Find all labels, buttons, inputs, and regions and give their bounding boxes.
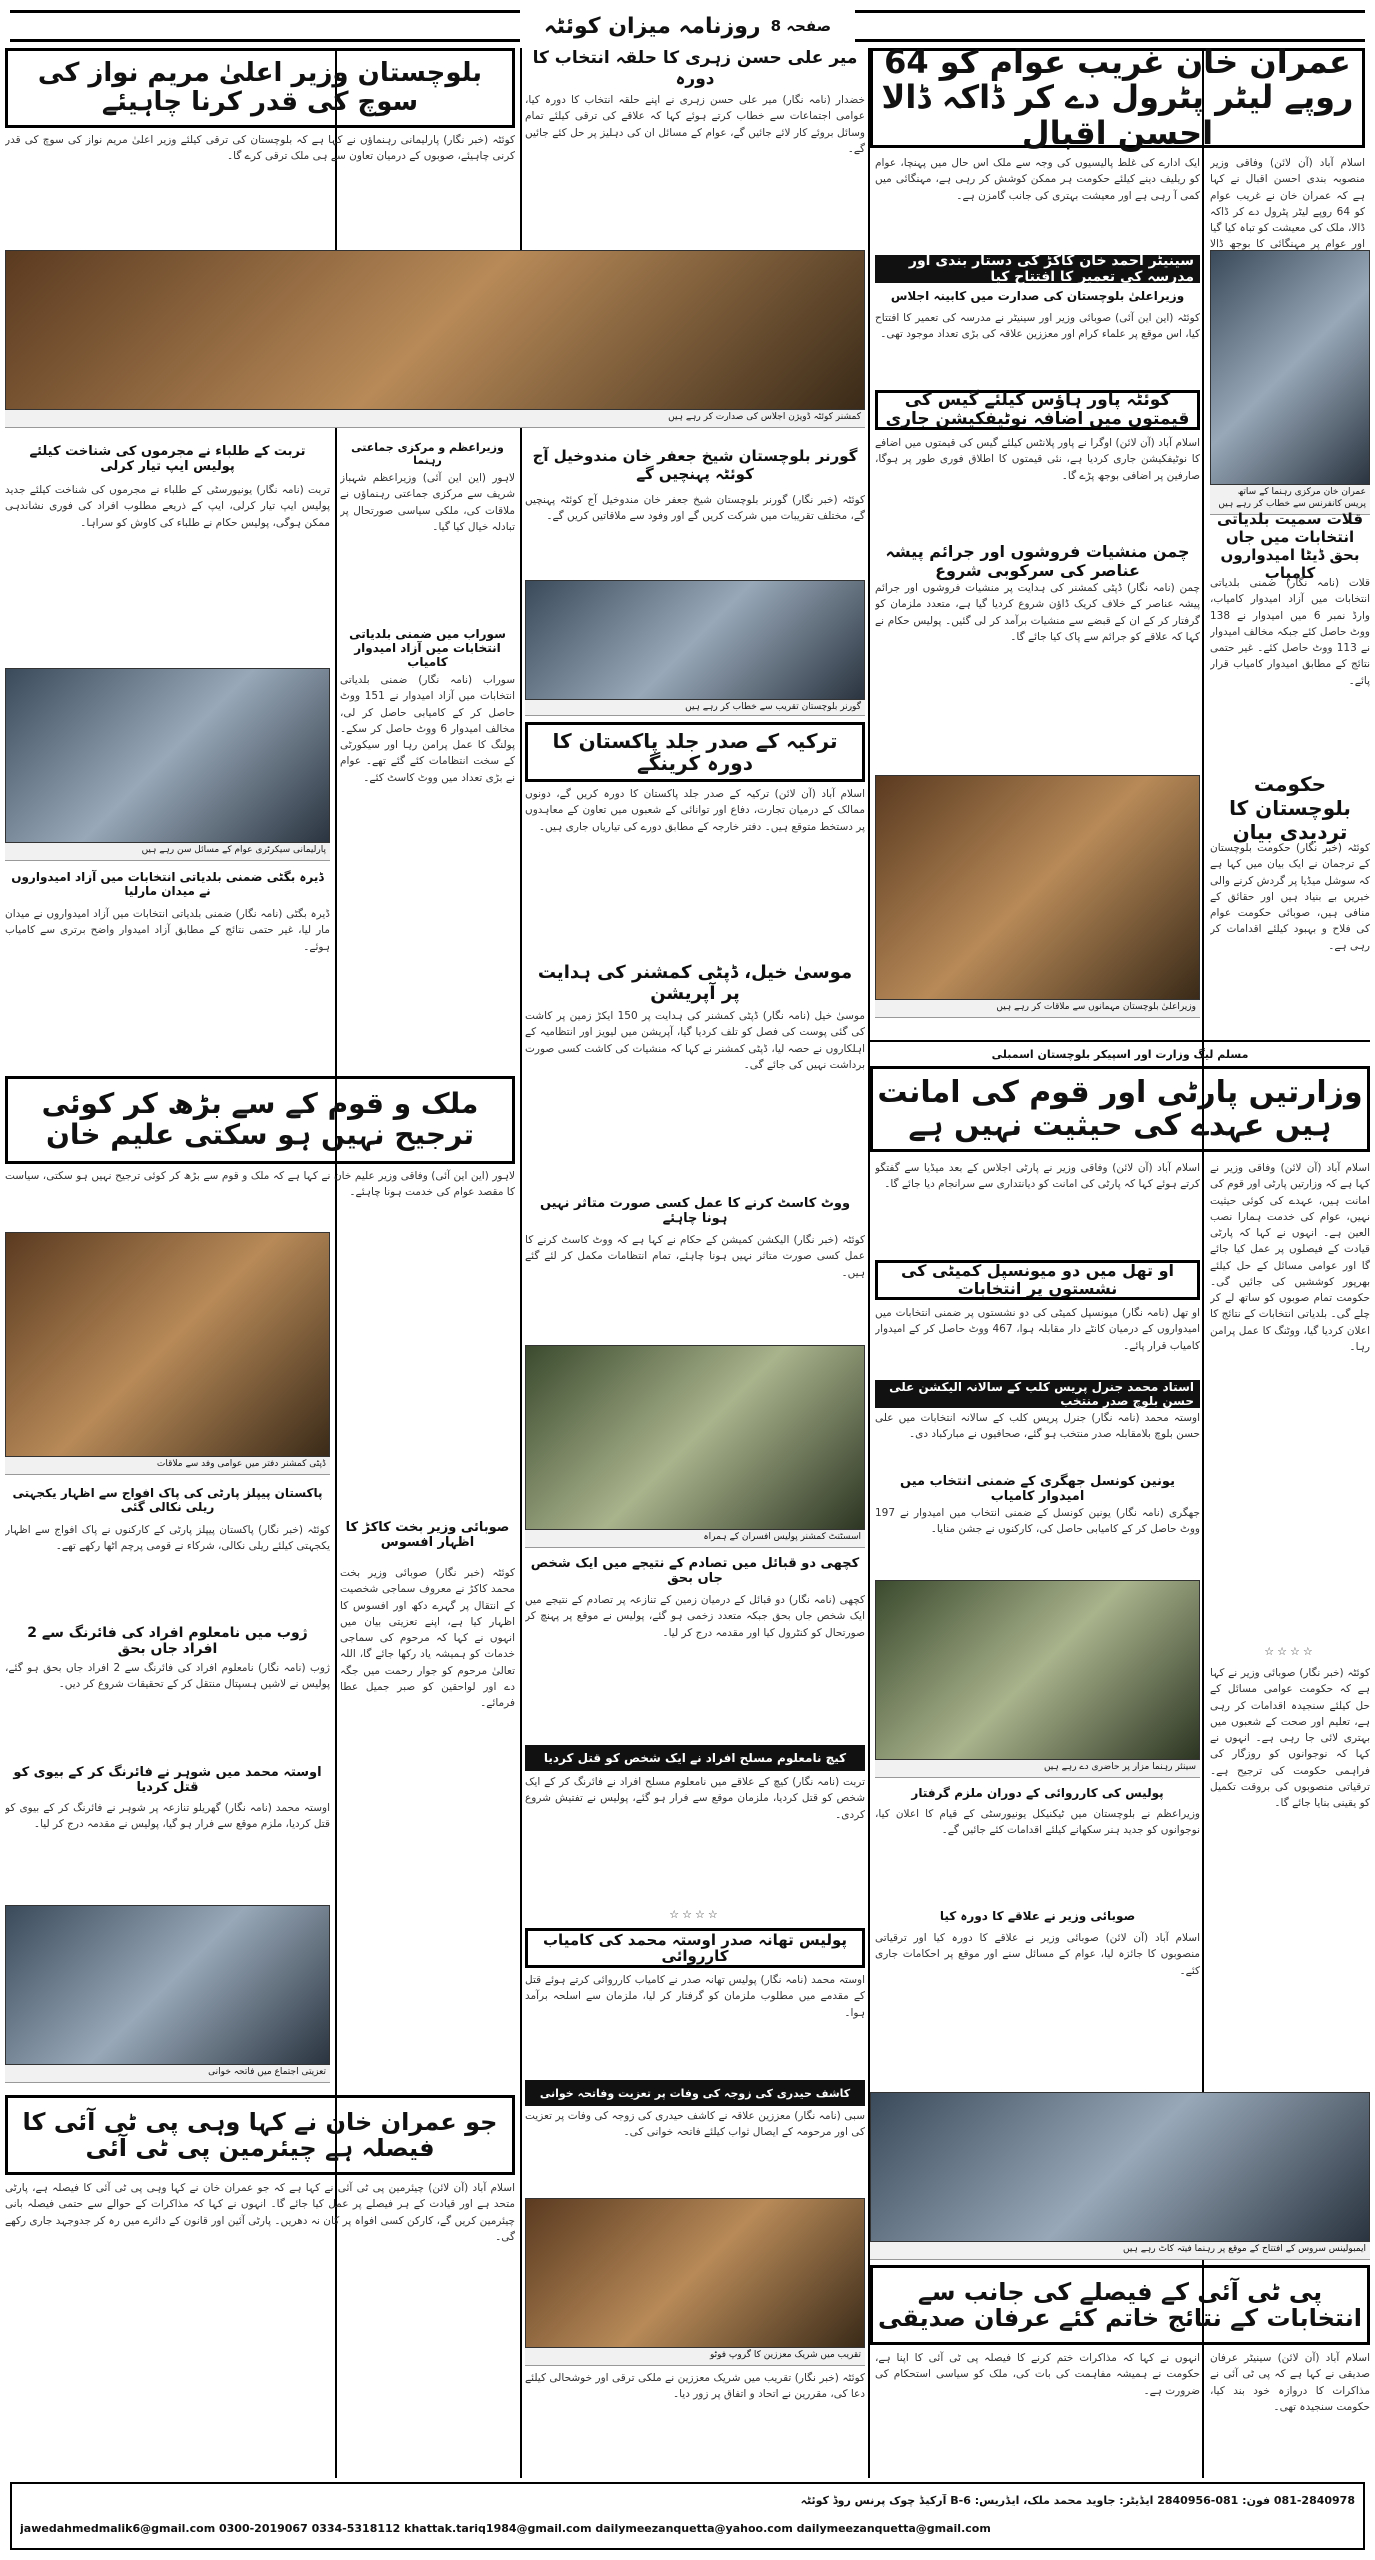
separator-stars: ☆☆☆☆ [1264, 1645, 1316, 1658]
article-body: اسلام آباد (آن لائن) اوگرا نے پاور پلانٹس کیلئے گیس کی قیمتوں میں اضافے کا نوٹیفکیشن جاری کردیا ہے، نئی قیمتوں کا اطلاق فوری طور پر ہوگا، صارفین پر اضافی بوجھ پڑے گا۔ [875, 437, 1200, 482]
headline-aleem-khan [5, 1076, 515, 1164]
headline-kech-murder [525, 1745, 865, 1771]
photo-governor-speech [525, 580, 865, 700]
article-body: انہوں نے کہا کہ مذاکرات ختم کرنے کا فیصلہ پی ٹی آئی کا اپنا ہے، حکومت نے ہمیشہ مفاہمت کی بات کی، ملک کو سیاسی استحکام کی ضرورت ہے۔ [875, 2352, 1200, 2397]
footer-contact-line: 081-2840978 فون: 081-2840956 ایڈیٹر: جاوید محمد ملک، ایڈریس: B-6 آرکیڈ چوک پرنس روڈ کوئٹہ [800, 2494, 1355, 2507]
headline-zhob-firing [5, 1625, 330, 1657]
article-body: اسلام آباد (آن لائن) چیئرمین پی ٹی آئی نے کہا ہے کہ جو عمران خان نے کہا وہی پی ٹی آئی کا فیصلہ ہے، پارٹی متحد ہے اور قیادت کے ہر فیصلے پر عمل کیا جائے گا۔ انہوں نے کہا کہ مذاکرات کے حوالے سے حتمی فیصلہ بانی چیئرمین کریں گے، کارکن کسی افواہ پر کان نہ دھریں۔ پارٹی آئین اور قانون کے دائرے میں رہ کر جدوجہد جاری رکھے گی۔ [5, 2182, 515, 2243]
headline-govt-rebuttal [1210, 771, 1370, 844]
photo-condolence-gathering [5, 1905, 330, 2065]
headline-text: ژوب میں نامعلوم افراد کی فائرنگ سے 2 افراد جاں بحق [27, 1625, 308, 1657]
masthead [520, 10, 855, 42]
headline-text: سینیٹر احمد خان کاکڑ کی دستار بندی اور مدرسہ کی تعمیر کا افتتاح کیا [908, 253, 1194, 285]
subhead-qalat-elections [1210, 510, 1370, 582]
headline-text: پاکستان پیپلز پارٹی کی پاک افواج سے اظہار یکجہتی ریلی نکالی گئی [12, 1486, 323, 1514]
headline-condolence [525, 2080, 865, 2106]
photo-caption: اسسٹنٹ کمشنر پولیس افسران کے ہمراہ [525, 1530, 865, 1548]
headline-text: کچھی دو قبائل میں تصادم کے نتیجے میں ایک شخص جاں بحق [530, 1556, 860, 1586]
headline-text: چمن منشیات فروشوں اور جرائم پیشہ عناصر کی سرکوبی شروع [885, 542, 1190, 580]
headline-pti-irfan-siddiqui [870, 2265, 1370, 2345]
article-body: اوستہ محمد (نامہ نگار) گھریلو تنازعہ پر شوہر نے فائرنگ کر کے بیوی کو قتل کردیا، ملزم موقع سے فرار ہو گیا، پولیس نے مقدمہ درج کر لیا۔ [5, 1802, 330, 1831]
photo-office-meeting [5, 1232, 330, 1457]
article-body: لاہور (این این آئی) وفاقی وزیر علیم خان نے کہا ہے کہ ملک و قوم سے بڑھ کر کوئی ترجیح نہیں ہو سکتی، سیاست کا مقصد عوام کی خدمت ہونا چاہئے۔ [5, 1170, 515, 1199]
headline-text: او تھل میں دو میونسپل کمیٹی کی نشستوں پر انتخابات [900, 1261, 1175, 1298]
headline-turbat-students [5, 440, 330, 478]
photo-wheelchair-distribution [5, 668, 330, 843]
article-body: اسلام آباد (آن لائن) سینیٹر عرفان صدیقی نے کہا ہے کہ پی ٹی آئی نے مذاکرات کا دروازہ خود بند کیا، حکومت سنجیدہ تھی۔ [1210, 2352, 1370, 2413]
subhead-text: وزیراعلیٰ بلوچستان کی صدارت میں کابینہ اجلاس [890, 289, 1185, 303]
article-body: قلات (نامہ نگار) ضمنی بلدیاتی انتخابات میں آزاد امیدوار کامیاب، وارڈ نمبر 6 میں امیدوار نے 138 ووٹ حاصل کئے جبکہ مخالف امیدوار نے 113 ووٹ حاصل کئے۔ غیر حتمی نتائج کے مطابق امیدوار کامیاب قرار پائے۔ [1210, 577, 1370, 687]
article-body: وزیراعظم نے بلوچستان میں ٹیکنیکل یونیورسٹی کے قیام کا اعلان کیا، نوجوانوں کو جدید ہنر سکھانے کیلئے اقدامات کئے جائیں گے۔ [875, 1808, 1200, 1837]
article-body: اسلام آباد (آن لائن) ترکیہ کے صدر جلد پاکستان کا دورہ کریں گے، دونوں ممالک کے درمیان تجارت، دفاع اور توانائی کے شعبوں میں تعاون کے معاہدوں پر دستخط متوقع ہیں۔ دفتر خارجہ کے مطابق دورے کی تیاریاں جاری ہیں۔ [525, 788, 865, 833]
headline-text: یونین کونسل جھگری کے ضمنی انتخاب میں امیدوار کامیاب [900, 1474, 1175, 1504]
footer-email-line: jawedahmedmalik6@gmail.com 0300-2019067 0334-5318112 khattak.tariq1984@gmail.com dailymeezanquetta@yahoo.com dailymeezanquetta@gmail.com [20, 2522, 991, 2535]
article-body: کوئٹہ (خبر نگار) حکومت بلوچستان کے ترجمان نے ایک بیان میں کہا ہے کہ سوشل میڈیا پر گردش کرنے والی خبریں بے بنیاد ہیں اور حقائق کے منافی ہیں، صوبائی حکومت عوام کی فلاح و بہبود کیلئے اقدامات کر رہی ہے۔ [1210, 842, 1370, 952]
photo-caption: وزیراعلیٰ بلوچستان مہمانوں سے ملاقات کر رہے ہیں [875, 1000, 1200, 1018]
photo-caption: پارلیمانی سیکرٹری عوام کے مسائل سن رہے ہیں [5, 843, 330, 861]
headline-text: ملک و قوم کے سے بڑھ کر کوئی ترجیح نہیں ہو سکتی علیم خان [41, 1087, 479, 1151]
headline-text: پولیس تھانہ صدر اوستہ محمد کی کامیاب کارروائی [542, 1930, 848, 1965]
subhead-text: صوبائی وزیر نے علاقے کا دورہ کیا [939, 1909, 1136, 1923]
headline-text: استاد محمد جنرل پریس کلب کے سالانہ الیکشن علی حسن بلوچ صدر منتخب [889, 1380, 1194, 1408]
article-body: خضدار (نامہ نگار) میر علی حسن زہری نے اپنے حلقہ انتخاب کا دورہ کیا، عوامی اجتماعات سے خطاب کرتے ہوئے کہا کہ علاقے کی ترقی کیلئے تمام وسائل بروئے کار لائے جائیں گے، عوام کے مسائل ان کی دہلیز پر حل کئے جائیں گے۔ [525, 94, 865, 155]
photo-caption: ایمبولینس سروس کے افتتاح کے موقع پر رہنما فیتہ کاٹ رہے ہیں [870, 2242, 1370, 2260]
article-body: اسلام آباد (آن لائن) وفاقی وزیر نے پارٹی اجلاس کے بعد میڈیا سے گفتگو کرتے ہوئے کہا کہ پارٹی کی امانت کو دیانتداری سے سرانجام دیا جائے گا۔ [875, 1162, 1200, 1191]
subhead-text: وزیراعظم و مرکزی جماعتی رہنما [351, 441, 504, 467]
subhead-cabinet [875, 285, 1200, 307]
article-body: ڈیرہ بگٹی (نامہ نگار) ضمنی بلدیاتی انتخابات میں آزاد امیدواروں نے میدان مار لیا، غیر حتمی نتائج کے مطابق آزاد امیدوار واضح برتری سے کامیاب ہوئے۔ [5, 908, 330, 953]
photo-caption: تقریب میں شریک معززین کا گروپ فوٹو [525, 2348, 865, 2366]
headline-musakhel-operation [525, 960, 865, 1005]
separator-stars: ☆☆☆☆ [669, 1908, 721, 1921]
article-body: ژوب (نامہ نگار) نامعلوم افراد کی فائرنگ سے 2 افراد جاں بحق ہو گئے، پولیس نے لاشیں ہسپتال منتقل کر کے تحقیقات شروع کر دیں۔ [5, 1662, 330, 1691]
banner-rule [870, 1040, 1370, 1042]
headline-othal-elections [875, 1260, 1200, 1300]
subhead-minister-visit [875, 1905, 1200, 1927]
article-body: تربت (نامہ نگار) کیچ کے علاقے میں نامعلوم مسلح افراد نے فائرنگ کر کے ایک شخص کو قتل کردیا، ملزمان موقع سے فرار ہو گئے، پولیس نے تفتیش شروع کردی۔ [525, 1776, 865, 1821]
headline-text: میر علی حسن زہری کا حلقہ انتخاب کا دورہ [532, 48, 858, 89]
article-body: سوراب (نامہ نگار) ضمنی بلدیاتی انتخابات میں آزاد امیدوار نے 151 ووٹ حاصل کر کے کامیابی حاصل کر لی، مخالف امیدوار 6 ووٹ حاصل کر سکے۔ پولنگ کا عمل پرامن رہا اور سیکورٹی کے سخت انتظامات کئے گئے تھے۔ عوام نے بڑی تعداد میں ووٹ کاسٹ کئے۔ [340, 674, 515, 784]
subhead-ministry [870, 1044, 1370, 1064]
headline-vote-casting [525, 1192, 865, 1230]
article-body: جھگری (نامہ نگار) یونین کونسل کے ضمنی انتخاب میں امیدوار نے 197 ووٹ حاصل کر کے کامیابی حاصل کی، کارکنوں نے جشن منایا۔ [875, 1507, 1200, 1536]
headline-surab-elections [340, 625, 515, 670]
subhead-text: مسلم لیگ وزارت اور اسپیکر بلوچستان اسمبلی [991, 1047, 1249, 1061]
headline-text: بلوچستان وزیر اعلیٰ مریم نواز کی سوچ کی قدر کرنا چاہیئے [37, 58, 483, 117]
headline-bakht-kakar [340, 1510, 515, 1560]
photo-caption: سینئر رہنما مزار پر حاضری دے رہے ہیں [875, 1760, 1200, 1778]
headline-press-club [875, 1380, 1200, 1408]
article-body: کوئٹہ (خبر نگار) صوبائی وزیر نے کہا ہے کہ حکومت عوامی مسائل کے حل کیلئے سنجیدہ اقدامات کر رہی ہے، تعلیم اور صحت کے شعبوں میں بہتری لائی جا رہی ہے۔ انہوں نے کہا کہ نوجوانوں کو روزگار کی فراہمی حکومت کی ترجیح ہے۔ ترقیاتی منصوبوں کی بروقت تکمیل کو یقینی بنایا جائے گا۔ [1210, 1667, 1370, 1810]
headline-text: حکومت بلوچستان کا تردیدی بیان [1229, 771, 1351, 844]
photo-commissioner-meeting [5, 250, 865, 410]
headline-text: ڈیرہ بگٹی ضمنی بلدیاتی انتخابات میں آزاد امیدواروں نے میدان مارلیا [11, 870, 324, 898]
headline-text: اوستہ محمد میں شوہر نے فائرنگ کر کے بیوی کو قتل کردیا [13, 1765, 322, 1795]
headline-text: ووٹ کاسٹ کرنے کا عمل کسی صورت متاثر نہیں ہونا چاہئے [539, 1196, 851, 1226]
subhead-police [875, 1782, 1200, 1804]
photo-caption: کمشنر کوئٹہ ڈویژن اجلاس کی صدارت کر رہے ہیں [5, 410, 865, 428]
masthead-title: روزنامہ میزان کوئٹہ [543, 13, 761, 39]
photo-caption: تعزیتی اجتماع میں فاتحہ خوانی [5, 2065, 330, 2083]
article-body: کوئٹہ (خبر نگار) صوبائی وزیر بخت محمد کاکڑ نے معروف سماجی شخصیت کے انتقال پر گہرے دکھ اور افسوس کا اظہار کیا ہے، اپنے تعزیتی بیان میں انہوں نے کہا کہ مرحوم کی سماجی خدمات کو ہمیشہ یاد رکھا جائے گا، اللہ تعالیٰ مرحوم کو جوار رحمت میں جگہ دے اور لواحقین کو صبر جمیل عطا فرمائے۔ [340, 1567, 515, 1710]
headline-text: سوراب میں ضمنی بلدیاتی انتخابات میں آزاد امیدوار کامیاب [349, 626, 506, 669]
headline-turkey-president [525, 722, 865, 782]
article-body: اوستہ محمد (نامہ نگار) جنرل پریس کلب کے سالانہ انتخابات میں علی حسن بلوچ بلامقابلہ صدر منتخب ہو گئے، صحافیوں نے مبارکباد دی۔ [875, 1412, 1200, 1441]
photo-meeting-room [875, 775, 1200, 1000]
article-body: کوئٹہ (خبر نگار) گورنر بلوچستان شیخ جعفر خان مندوخیل آج کوئٹہ پہنچیں گے، مختلف تقریبات میں شرکت کریں گے اور وفود سے ملاقاتیں کریں گے۔ [525, 494, 865, 523]
headline-governor-arrival [525, 440, 865, 490]
subhead-pm-leaders [340, 440, 515, 468]
article-body: اوستہ محمد (نامہ نگار) پولیس تھانہ صدر نے کامیاب کارروائی کرتے ہوئے قتل کے مقدمے میں مطلوب ملزمان کو گرفتار کر لیا، ملزمان سے اسلحہ برآمد ہوا۔ [525, 1974, 865, 2019]
headline-ministries-trust [870, 1066, 1370, 1152]
headline-ali-hasan-zehri [525, 48, 865, 88]
photo-caption: گورنر بلوچستان تقریب سے خطاب کر رہے ہیں [525, 700, 865, 716]
headline-text: کاشف حیدری کی زوجہ کی وفات پر تعزیت وفاتحہ خوانی [539, 2086, 851, 2100]
headline-ustamuhammad [5, 1762, 330, 1798]
photo-press-conference [1210, 250, 1370, 485]
headline-text: ترکیہ کے صدر جلد پاکستان کا دورہ کرینگے [552, 729, 838, 775]
headline-imran-khan-petrol [870, 43, 1365, 152]
photo-group [525, 2198, 865, 2348]
headline-text: وزارتیں پارٹی اور قوم کی امانت ہیں عہدے کی حیثیت نہیں ہے [877, 1075, 1363, 1143]
article-body: اسلام آباد (آن لائن) وفاقی وزیر منصوبہ بندی احسن اقبال نے کہا ہے کہ عمران خان نے غریب عوام کو 64 روپے لیٹر پٹرول دے کر ڈاکہ ڈالا، ملک کی معیشت کو تباہ کیا گیا اور عوام پر مہنگائی کا بوجھ ڈالا [1210, 157, 1365, 251]
headline-text: جو عمران خان نے کہا وہی پی ٹی آئی کا فیصلہ ہے چیئرمین پی ٹی آئی [22, 2107, 498, 2162]
headline-pti-chairman [5, 2095, 515, 2175]
photo-shrine-visit [875, 1580, 1200, 1760]
photo-police-officers [525, 1345, 865, 1530]
photo-caption: عمران خان مرکزی رہنما کے ساتھ پریس کانفرنس سے خطاب کر رہے ہیں [1210, 485, 1370, 515]
headline-text: موسیٰ خیل، ڈپٹی کمشنر کی ہدایت پر آپریشن [537, 961, 853, 1004]
article-body: کوئٹہ (این این آئی) صوبائی وزیر اور سینیٹر نے مدرسہ کی تعمیر کا افتتاح کیا، اس موقع پر علماء کرام اور معززین علاقہ کی بڑی تعداد موجود تھی۔ [875, 312, 1200, 341]
headline-text: کیچ نامعلوم مسلح افراد نے ایک شخص کو قتل کردیا [543, 1751, 847, 1765]
article-body: ایک ادارے کی غلط پالیسیوں کی وجہ سے ملک اس حال میں پہنچا، عوام کو ریلیف دینے کیلئے حکومت ہر ممکن کوشش کر رہی ہے، مہنگائی میں کمی آ رہی ہے اور معیشت بہتری کی جانب گامزن ہے۔ [875, 157, 1200, 202]
subhead-text: پولیس کی کارروائی کے دوران ملزم گرفتار [911, 1786, 1164, 1800]
article-body: تربت (نامہ نگار) یونیورسٹی کے طلباء نے مجرموں کی شناخت کیلئے جدید پولیس ایپ تیار کرلی، ایپ کے ذریعے مطلوب افراد کی فوری نشاندہی ممکن ہوگی، پولیس حکام نے طلباء کی کاوش کو سراہا۔ [5, 484, 330, 529]
headline-dera-bugti [5, 865, 330, 903]
masthead-page: صفحہ 8 [770, 17, 832, 35]
headline-jhagri [875, 1475, 1200, 1503]
article-body: کوئٹہ (خبر نگار) پارلیمانی رہنماؤں نے کہا ہے کہ بلوچستان کی ترقی کیلئے وزیر اعلیٰ مریم نواز کی سوچ کی قدر کرنی چاہیئے، صوبوں کے درمیان تعاون سے ہی ملک ترقی کرے گا۔ [5, 134, 515, 163]
headline-text: کوئٹہ پاور ہاؤس کیلئے گیس کی قیمتوں میں اضافہ نوٹیفکیشن جاری [885, 390, 1190, 429]
article-body: موسیٰ خیل (نامہ نگار) ڈپٹی کمشنر کی ہدایت پر 150 ایکڑ زمین پر کاشت کی گئی پوست کی فصل کو تلف کردیا گیا، آپریشن میں لیویز اور انتظامیہ کے اہلکاروں نے حصہ لیا، ڈپٹی کمشنر نے کہا کہ منشیات کی کاشت کسی صورت برداشت نہیں کی جائے گی۔ [525, 1010, 865, 1071]
headline-text: گورنر بلوچستان شیخ جعفر خان مندوخیل آج کوئٹہ پہنچیں گے [532, 447, 858, 483]
headline-text: پی ٹی آئی کے فیصلے کی جانب سے انتخابات کے نتائج خاتم کئے عرفان صدیقی [878, 2277, 1362, 2332]
subhead-text: قلات سمیت بلدیاتی انتخابات میں جاں بحق ڈیٹا امیدواروں کامیاب [1216, 510, 1364, 582]
article-body: کچھی (نامہ نگار) دو قبائل کے درمیان زمین کے تنازعہ پر تصادم کے نتیجے میں ایک شخص جاں بحق جبکہ متعدد زخمی ہو گئے، پولیس نے موقع پر پہنچ کر صورتحال کو کنٹرول کیا اور مقدمہ درج کر لیا۔ [525, 1594, 865, 1639]
headline-ppp-rally [5, 1480, 330, 1520]
headline-text: صوبائی وزیر بخت کاکڑ کا اظہار افسوس [345, 1520, 510, 1550]
article-body: کوئٹہ (خبر نگار) پاکستان پیپلز پارٹی کے کارکنوں نے پاک افواج سے اظہار یکجہتی کیلئے ریلی نکالی، شرکاء نے قومی پرچم اٹھا رکھے تھے۔ [5, 1524, 330, 1553]
headline-gas-prices [875, 390, 1200, 430]
article-body: او تھل (نامہ نگار) میونسپل کمیٹی کی دو نشستوں پر ضمنی انتخابات میں امیدواروں کے درمیان کانٹے دار مقابلہ ہوا، 467 ووٹ حاصل کر کے امیدوار کامیاب قرار پائے۔ [875, 1307, 1200, 1352]
headline-police-station [525, 1928, 865, 1968]
photo-caption: ڈپٹی کمشنر دفتر میں عوامی وفد سے ملاقات [5, 1457, 330, 1475]
headline-maryam-nawaz [5, 48, 515, 128]
article-body: کوئٹہ (خبر نگار) تقریب میں شریک معززین نے ملکی ترقی اور خوشحالی کیلئے دعا کی، مقررین نے اتحاد و اتفاق پر زور دیا۔ [525, 2372, 865, 2401]
headline-chaman-drugs [875, 542, 1200, 580]
article-body: لاہور (این این آئی) وزیراعظم شہباز شریف سے مرکزی جماعتی رہنماؤں نے ملاقات کی، ملکی سیاسی صورتحال پر تبادلہ خیال کیا گیا۔ [340, 472, 515, 533]
article-body: اسلام آباد (آن لائن) وفاقی وزیر نے کہا ہے کہ وزارتیں پارٹی اور قوم کی امانت ہیں، عہدے کی کوئی حیثیت نہیں، عوام کی خدمت ہمارا نصب العین ہے۔ انہوں نے کہا کہ پارٹی قیادت کے فیصلوں پر عمل کیا جائے گا اور عوامی مسائل کے حل کیلئے بھرپور کوششیں کی جائیں گی۔ حکومت تمام صوبوں کو ساتھ لے کر چلے گی۔ بلدیاتی انتخابات کے نتائج کا اعلان کردیا گیا، ووٹنگ کا عمل پرامن رہا۔ [1210, 1162, 1370, 1353]
headline-text: تربت کے طلباء نے مجرموں کی شناخت کیلئے پولیس ایپ تیار کرلی [29, 444, 306, 474]
headline-kachhi-clash [525, 1552, 865, 1590]
page-footer [10, 2482, 1365, 2550]
article-body: کوئٹہ (خبر نگار) الیکشن کمیشن کے حکام نے کہا ہے کہ ووٹ کاسٹ کرنے کا عمل کسی صورت متاثر نہیں ہونا چاہئے، تمام انتظامات مکمل کر لئے گئے ہیں۔ [525, 1234, 865, 1279]
article-body: سبی (نامہ نگار) معززین علاقہ نے کاشف حیدری کی زوجہ کی وفات پر تعزیت کی اور مرحومہ کے ایصال ثواب کیلئے فاتحہ خوانی کی۔ [525, 2110, 865, 2139]
headline-text: عمران خان غریب عوام کو 64 روپے لیٹر پٹرول دے کر ڈاکہ ڈالا احسن اقبال [881, 43, 1354, 152]
article-body: اسلام آباد (آن لائن) صوبائی وزیر نے علاقے کا دورہ کیا اور ترقیاتی منصوبوں کا جائزہ لیا، عوام کے مسائل سنے اور موقع پر احکامات جاری کئے۔ [875, 1932, 1200, 1977]
photo-ambulance-inauguration [870, 2092, 1370, 2242]
headline-senator-ceremony [875, 255, 1200, 283]
article-body: چمن (نامہ نگار) ڈپٹی کمشنر کی ہدایت پر منشیات فروشوں اور جرائم پیشہ عناصر کے خلاف کریک ڈاؤن شروع کردیا گیا ہے، متعدد ملزمان کو گرفتار کر کے ان کے قبضے سے منشیات برآمد کر لی گئیں۔ پولیس حکام نے کہا کہ علاقے کو جرائم سے پاک کیا جائے گا۔ [875, 582, 1200, 643]
